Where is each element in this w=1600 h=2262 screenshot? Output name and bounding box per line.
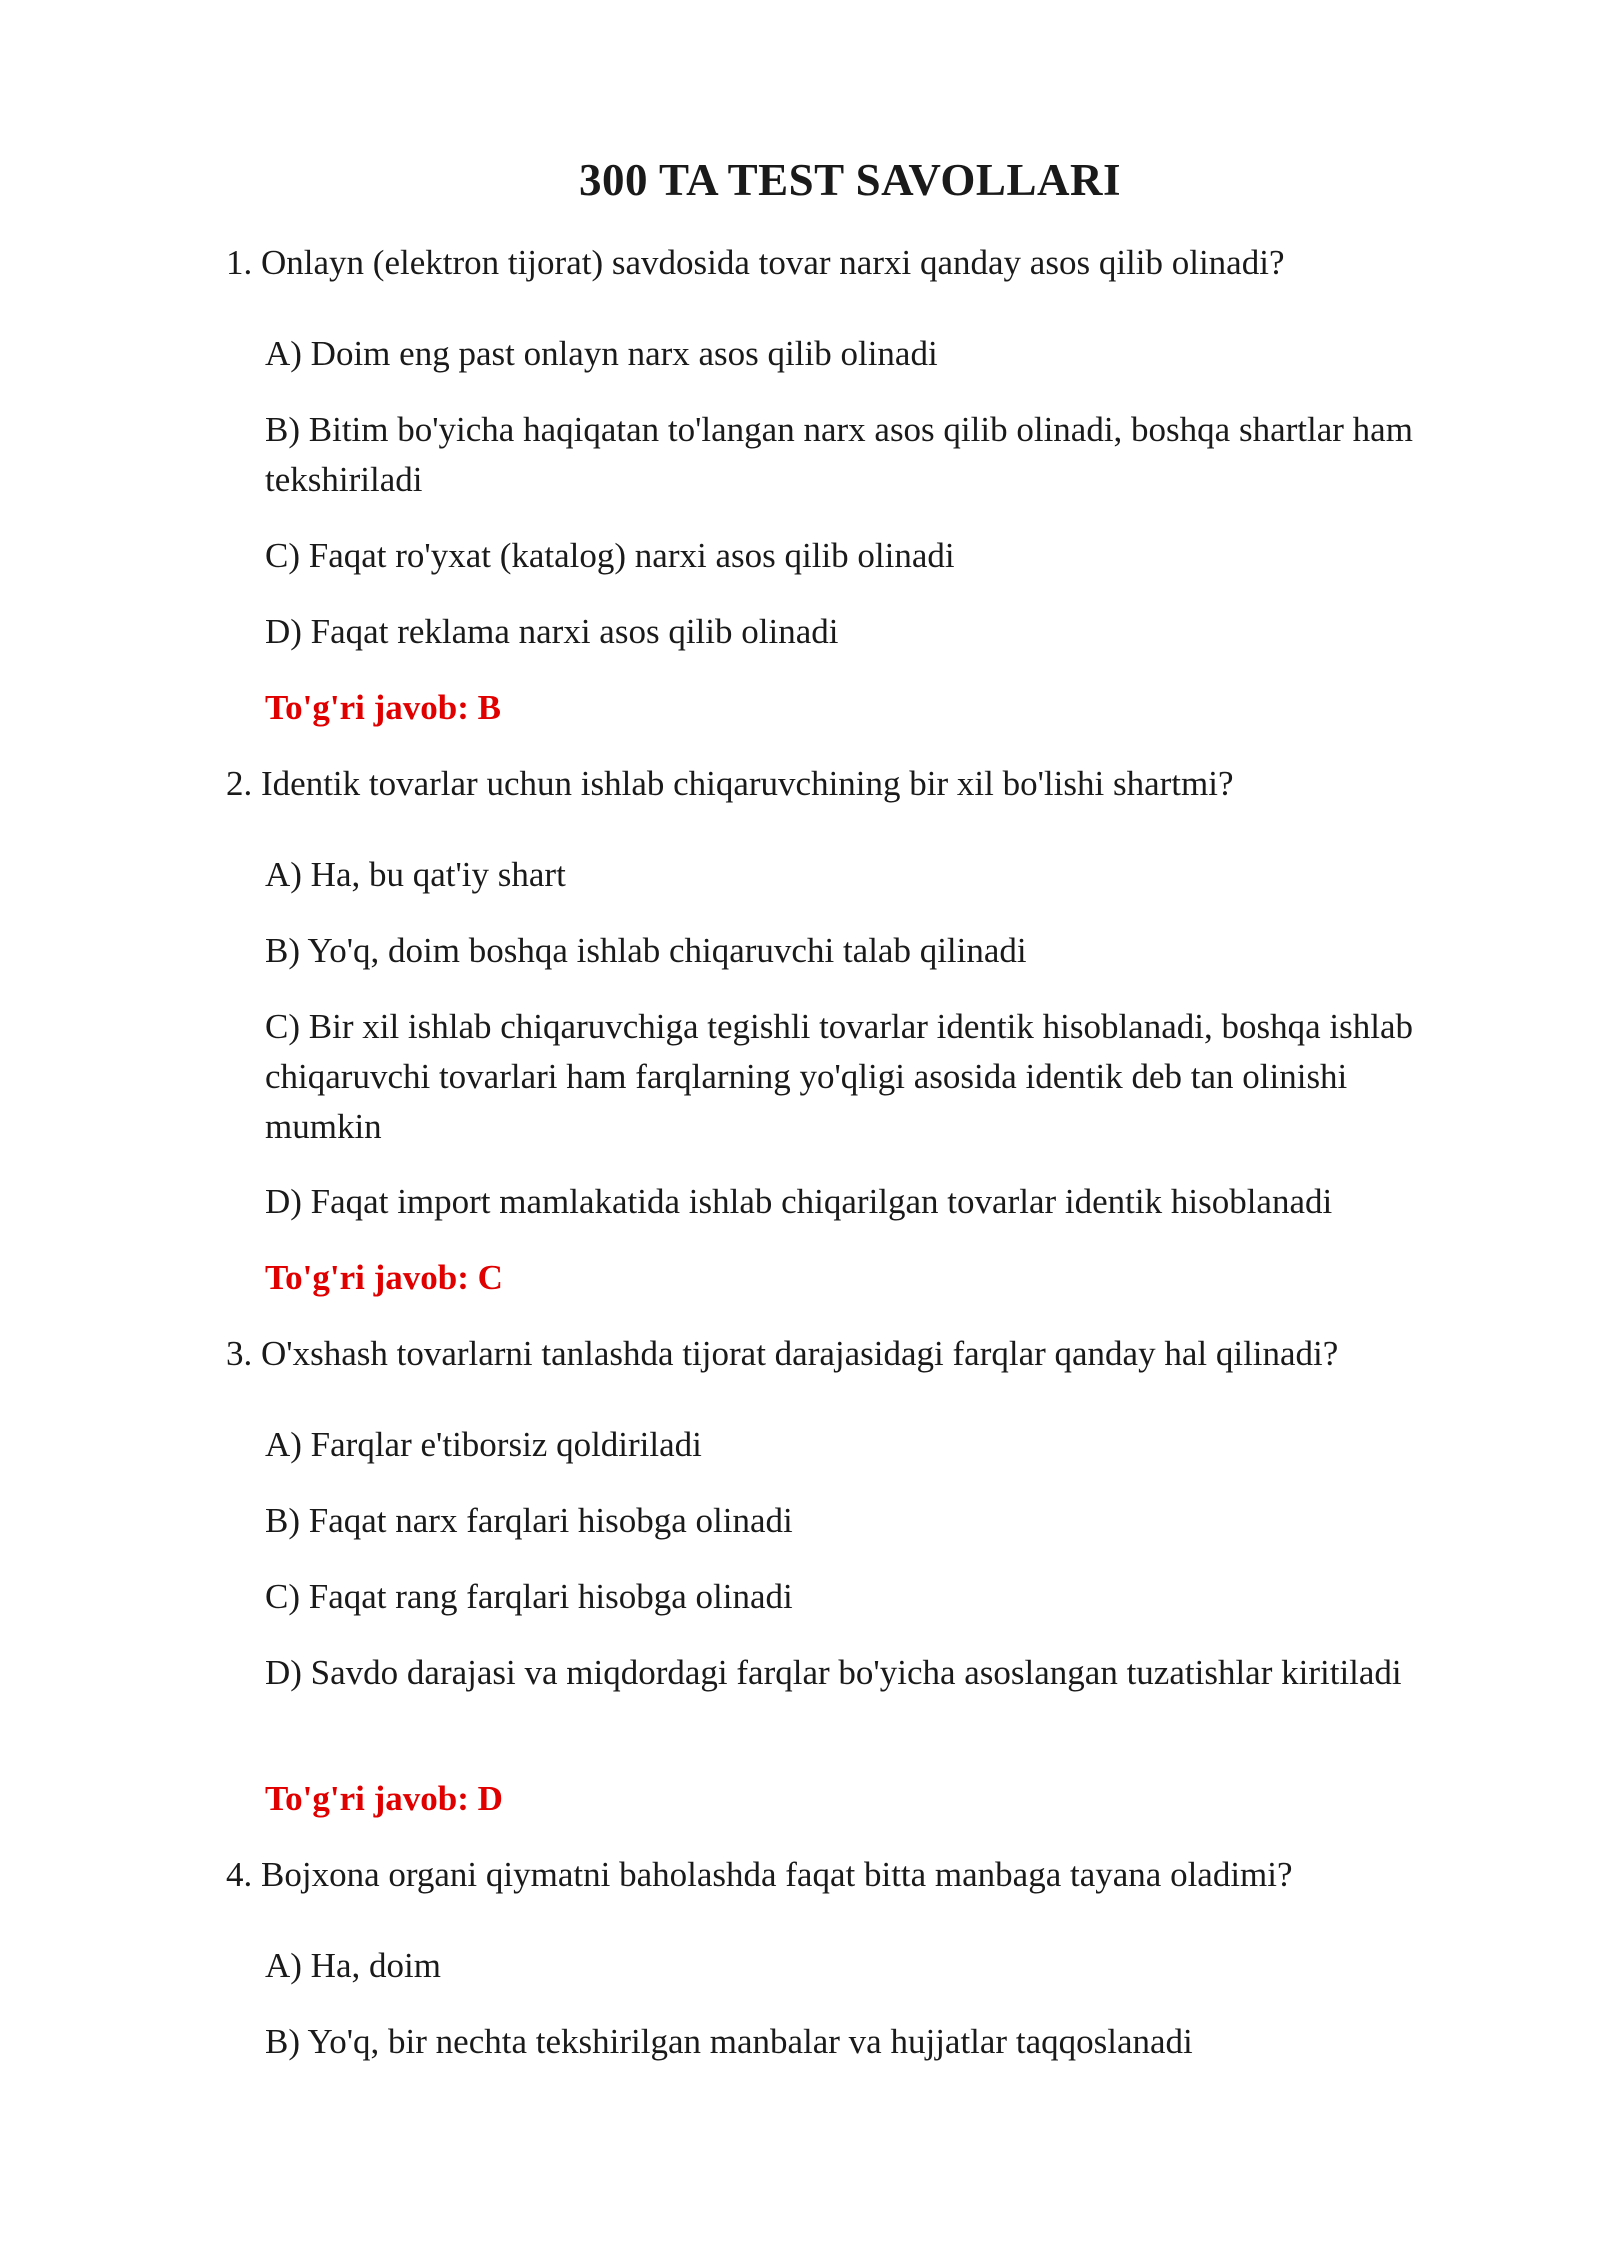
question-2 bbox=[226, 759, 1466, 809]
question-2-option-a: A) Ha, bu qat'iy shart bbox=[265, 855, 566, 894]
question-number: 1. bbox=[226, 243, 253, 282]
document-title: 300 TA TEST SAVOLLARI bbox=[579, 155, 1121, 205]
question-1-option-b: B) Bitim bo'yicha haqiqatan to'langan narx asos qilib olinadi, boshqa shartlar ham tekshiriladi bbox=[265, 410, 1413, 499]
question-number: 3. bbox=[226, 1334, 253, 1373]
question-3-option-b: B) Faqat narx farqlari hisobga olinadi bbox=[265, 1501, 793, 1540]
question-text: Bojxona organi qiymatni baholashda faqat bitta manbaga tayana oladimi? bbox=[261, 1855, 1293, 1894]
question-1-option-c: C) Faqat ro'yxat (katalog) narxi asos qilib olinadi bbox=[265, 536, 955, 575]
question-2-option-d: D) Faqat import mamlakatida ishlab chiqarilgan tovarlar identik hisoblanadi bbox=[265, 1182, 1333, 1221]
question-1-answer: To'g'ri javob: B bbox=[265, 688, 501, 727]
question-number: 4. bbox=[226, 1855, 253, 1894]
question-4-option-b: B) Yo'q, bir nechta tekshirilgan manbalar va hujjatlar taqqoslanadi bbox=[265, 2022, 1193, 2061]
question-text: Identik tovarlar uchun ishlab chiqaruvchining bir xil bo'lishi shartmi? bbox=[261, 764, 1234, 803]
question-3-option-a: A) Farqlar e'tiborsiz qoldiriladi bbox=[265, 1425, 702, 1464]
question-2-option-b: B) Yo'q, doim boshqa ishlab chiqaruvchi talab qilinadi bbox=[265, 931, 1027, 970]
question-1-option-a: A) Doim eng past onlayn narx asos qilib olinadi bbox=[265, 334, 938, 373]
question-3-answer: To'g'ri javob: D bbox=[265, 1779, 503, 1818]
question-text: O'xshash tovarlarni tanlashda tijorat darajasidagi farqlar qanday hal qilinadi? bbox=[261, 1334, 1339, 1373]
question-2-answer: To'g'ri javob: C bbox=[265, 1258, 503, 1297]
question-number: 2. bbox=[226, 764, 253, 803]
question-1 bbox=[226, 238, 1466, 288]
question-2-option-c: C) Bir xil ishlab chiqaruvchiga tegishli tovarlar identik hisoblanadi, boshqa ishlab chiqaruvchi tovarlari ham farqlarning yo'qligi asosida identik deb tan olinishi mumkin bbox=[265, 1007, 1413, 1146]
question-1-option-d: D) Faqat reklama narxi asos qilib olinadi bbox=[265, 612, 839, 651]
question-text: Onlayn (elektron tijorat) savdosida tovar narxi qanday asos qilib olinadi? bbox=[261, 243, 1285, 282]
question-3-option-c: C) Faqat rang farqlari hisobga olinadi bbox=[265, 1577, 793, 1616]
question-3 bbox=[226, 1329, 1466, 1379]
question-4 bbox=[226, 1850, 1466, 1900]
question-3-option-d: D) Savdo darajasi va miqdordagi farqlar bo'yicha asoslangan tuzatishlar kiritiladi bbox=[265, 1653, 1402, 1692]
question-4-option-a: A) Ha, doim bbox=[265, 1946, 441, 1985]
